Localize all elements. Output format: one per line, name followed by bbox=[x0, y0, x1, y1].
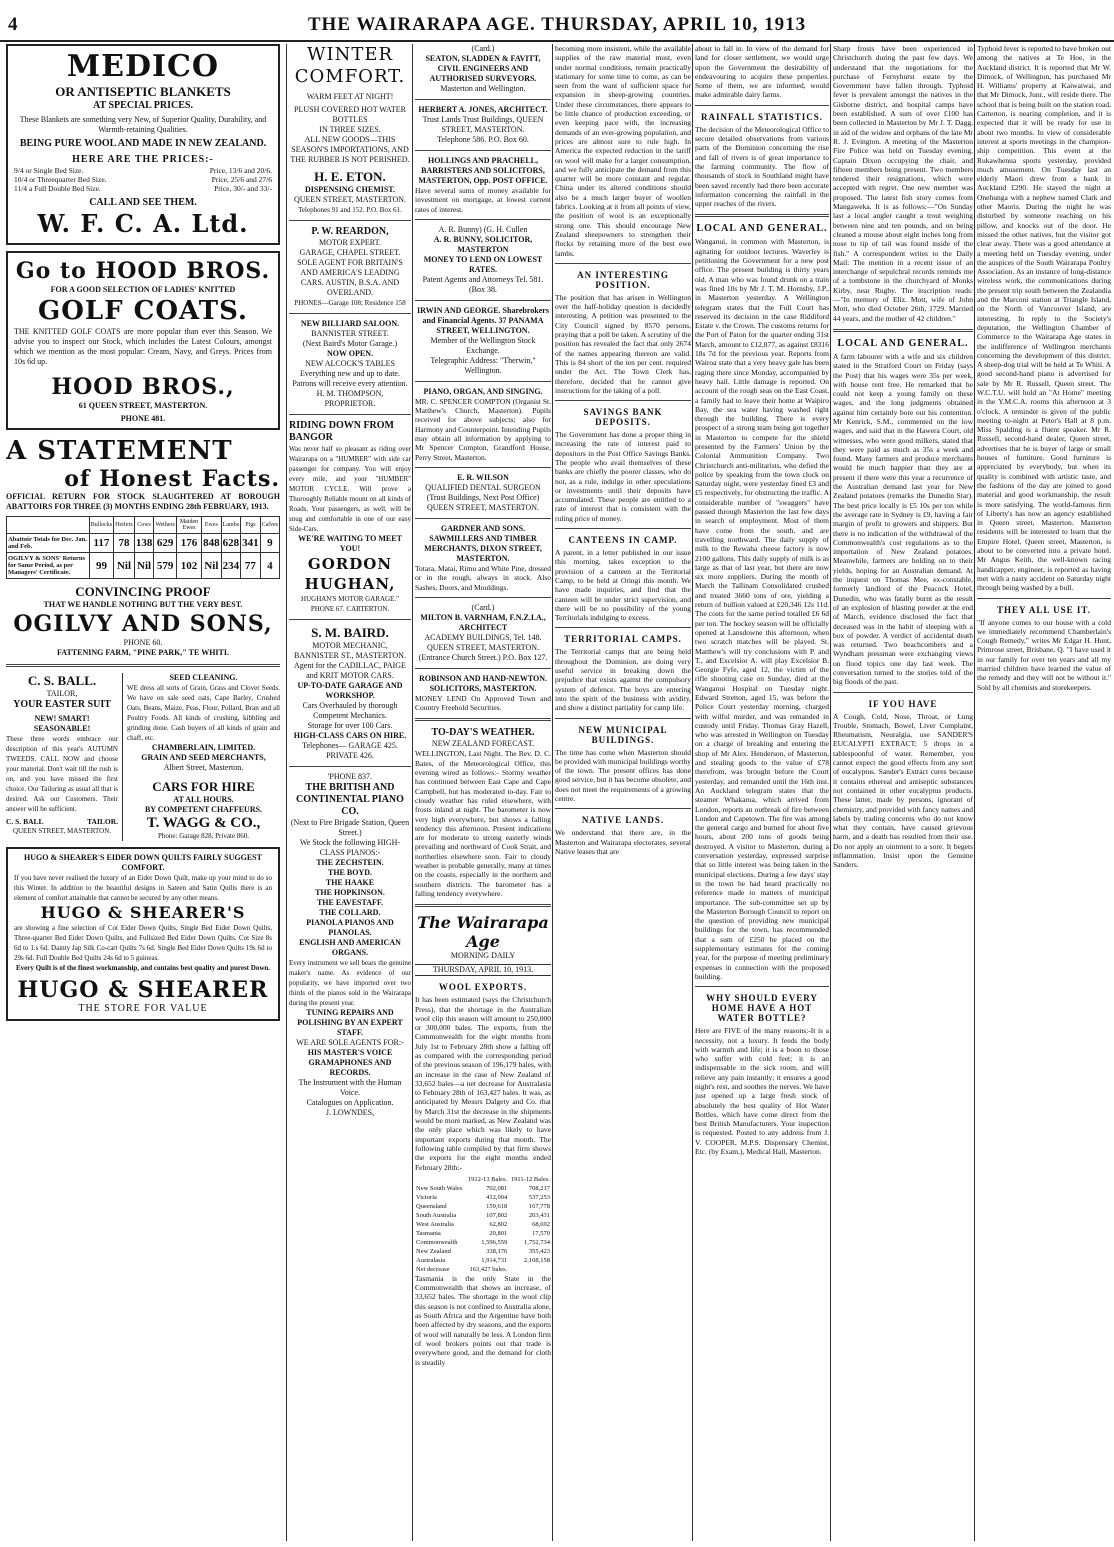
seed-text: WE dress all sorts of Grain, Grass and Clover Seeds. We have on sale seed oats, Cape Barley, Crushed Oats, Beans, Maize, Peas, Flour, Pollard, Bran and all Poultry Foods. All kinds of crushing, kibbling and grinding done. Cash buyers of all kinds of grain and chaff, etc. bbox=[127, 684, 280, 742]
statement-intro: OFFICIAL RETURN FOR STOCK SLAUGHTERED AT BOROUGH ABATTOIRS FOR THREE (3) MONTHS ENDING 28th FEBRUARY, 1913. bbox=[6, 492, 280, 511]
irwin-ad: IRWIN AND GEORGE. Sharebrokers and Financial Agents. 37 PANAMA STREET, WELLINGTON. bbox=[417, 305, 549, 335]
wagg-firm: T. WAGG & CO., bbox=[146, 815, 261, 831]
hood-firm: HOOD BROS., bbox=[51, 374, 235, 400]
medico-prices-head: HERE ARE THE PRICES:- bbox=[72, 154, 214, 165]
wagg-ad bbox=[122, 673, 280, 841]
piano-phone: 'PHONE 837. bbox=[327, 772, 373, 781]
piano-stock: We Stock the following HIGH-CLASS PIANOS:- bbox=[299, 838, 401, 857]
column-3 bbox=[412, 44, 551, 1541]
hugo-items: are showing a fine selection of Cot Eider Down Quilts, Single Bed Eider Down Quilts, Three-quarter Bed Eider Down Quilts, and Fullsized Bed Eider Down Quilts. Cot Size 8s 6d to 1.s 6d. Dainty Jap Silk Co-cart Quilts 7s 6d. Single Bed Eider Down Quilts 19s 6d to 29s 6d. Full Double Bed Quilts 24s 6d to 5 guineas. bbox=[14, 924, 272, 962]
piano-brand: THE COLLARD. bbox=[319, 908, 381, 917]
wool-continued: becoming more insistent, while the available supplies of the raw material must, even under normal conditions, remain practically stationary for some time to come, as can be seen from the want of sufficient space for expansion in sheep-growing countries. Under these circumstances, there appears to be little chance of production exceeding, or even keeping pace with, the increasing demands of an ever-growing population, and prices are almost sure to rule high. In America the expected reduction in the tariff on wool will make for a larger consumption, and we fully anticipate the demand from this quarter will be more constant and regular. China under its altered conditions should also be a much larger buyer of woollen fabrics. Looking at it from all points of view, the position of wool is an exceptionally strong one. This should encourage New Zealand sheepowners to strengthen their flocks by retaining more of the best ewe lambs. bbox=[555, 44, 691, 258]
paper-date: THURSDAY, APRIL 10, 1913. bbox=[415, 964, 551, 976]
grain-merchants: GRAIN AND SEED MERCHANTS, bbox=[141, 753, 266, 762]
column-2 bbox=[286, 44, 411, 1541]
local-head-2: LOCAL AND GENERAL. bbox=[837, 337, 969, 349]
masthead bbox=[0, 0, 1114, 42]
medico-title: MEDICO bbox=[66, 49, 220, 84]
medico-ad bbox=[6, 44, 280, 245]
hood-ad bbox=[6, 251, 280, 430]
ball-wagg-row bbox=[6, 673, 280, 841]
billiard-prop: H. M. THOMPSON, bbox=[316, 389, 384, 398]
column-5 bbox=[692, 44, 829, 1541]
native-head: NATIVE LANDS. bbox=[581, 815, 665, 826]
local-continued: Sharp frosts have been experienced in Christchurch during the past few days. We understand that the negotiations for the purchase of Fernyhurst estate by the Government have fallen through. Typhoid fever is prevalent amongst the natives in the Gisborne district, and hospital camps have been established. A sum of over £100 has been collected in Masterton by Mr J. T. Dagg, in aid of the widow and orphans of the late Mr R. J. Evington. A meeting of the Masterton Fire Police was held on Tuesday evening, Captain Dixon occupying the chair, and fifteen members being present. Two members tendered their resignations, which were accepted with regret. One new member was proposed. The latest fish story comes from Mangaweka. It is as follows:—"On Sunday last a local angler caught a trout weighing between nine and ten pounds, and on being cleaned a mouse about eight inches long from nose to tip of tail was found inside of the fish." A correspondent writes to the Daily Mail: The mention in a recent issue of an interchange of sepulchral records reminds me of a tombstone in the churchyard of Monks Kirby, near Rugby. The inscription reads:—"In memory of Eliz. Mott, wife of John Mott, who died October 26th, 1729. Married 44 years, and the mother of 42 children." bbox=[833, 44, 973, 323]
table-row: New Zealand 338,176 355,423 bbox=[416, 1247, 550, 1255]
local-head: LOCAL AND GENERAL. bbox=[696, 223, 828, 235]
hugo-text: If you have never realised the luxury of an Eider Down Quilt, make up your mind to do so this Winter. In addition to the beautiful designs in Sateen and Satin Quilts there is an element of comfort attainable that cannot be secured by any other means. bbox=[14, 874, 272, 902]
ball-foot: C. S. BALL TAILOR. bbox=[6, 817, 118, 826]
they-all-use-it-head: THEY ALL USE IT. bbox=[996, 604, 1092, 615]
piano-players: PIANOLA PIANOS AND PIANOLAS. bbox=[306, 918, 394, 937]
table-row: South Australia 107,802 203,431 bbox=[416, 1211, 550, 1219]
piano-terms: Every instrument we sell bears the genuine maker's name. As evidence of our popularity, we have imported over two thirds of the pianos sold in the Wairarapa during the present year. bbox=[289, 959, 411, 1007]
hood-sub: FOR A GOOD SELECTION OF LADIES' KNITTED bbox=[50, 285, 236, 294]
piano-cat: Catalogues on Application. bbox=[306, 1098, 394, 1107]
billiard-text: Everything new and up to date. Patrons will receive every attention. bbox=[292, 369, 408, 388]
native-text: We understand that there are, in the Masterton and Wairarapa electorates, several Native leases that are bbox=[555, 828, 691, 856]
piano-voice: The Instrument with the Human Voice. bbox=[298, 1078, 402, 1097]
table-row: Queensland 159,618 167,778 bbox=[416, 1202, 550, 1210]
weather-head: TO-DAY'S WEATHER. bbox=[431, 727, 535, 739]
wagg-phone: Phone: Garage 828, Private 860. bbox=[158, 832, 249, 840]
baird-sub: MOTOR MECHANIC, bbox=[312, 641, 388, 650]
ogilvy-firm: OGILVY AND SONS, bbox=[13, 611, 273, 637]
piano-co: THE BRITISH AND CONTINENTAL PIANO CO. bbox=[296, 782, 404, 817]
eton-sub: DISPENSING CHEMIST. bbox=[304, 185, 396, 194]
gordon-sub: HUGHAN'S MOTOR GARAGE." PHONE 67. CARTERTON. bbox=[301, 595, 399, 613]
bunny-patent: Patent Agents and Attorneys Tel. 581. (Box 38. bbox=[422, 274, 544, 294]
cars-head: CARS FOR HIRE bbox=[152, 779, 255, 794]
table-row: Victoria 412,004 537,253 bbox=[416, 1193, 550, 1201]
piano-brand: THE ZECHSTEIN. bbox=[316, 858, 384, 867]
column-4 bbox=[552, 44, 691, 1541]
reardon-sub: MOTOR EXPERT. bbox=[319, 238, 381, 247]
savings-head: SAVINGS BANK DEPOSITS. bbox=[583, 407, 663, 428]
forecast-text: WELLINGTON, Last Night. The Rev. D. C. Bates, of the Meteorological Office, this evening wired as follows:- Stormy weather has continued between East Cape and Cape Campbell, but has moderated to-day. Fair to cloudy weather has ruled elsewhere, with frosts inland at night. The barometer is now very high everywhere, but shows a falling tendency this afternoon. Present indications are for moderate to strong easterly winds prevailing and northward of Cook Strait, and northerlies elsewhere soon. Fair to cloudy weather is probable generally, many at times on the coasts, especially in the northern and southern districts. The barometer has a falling tendency everywhere. bbox=[415, 749, 551, 898]
gordon-name: GORDON HUGHAN, bbox=[304, 555, 396, 593]
cars-hours: AT ALL HOURS. bbox=[173, 795, 234, 804]
territorial-head: TERRITORIAL CAMPS. bbox=[564, 634, 682, 645]
municipal-text: The time has come when Masterton should be provided with municipal buildings worthy of the town. The present offices has done good service, but it has become obsolete, and does not meet the requirements of a growing centre. bbox=[555, 747, 691, 803]
bottle-sizes: IN THREE SIZES. bbox=[319, 125, 381, 134]
wool-table: 1912-13 Bales. 1911-12 Bales. New South Wales 702,081 708,217 Victoria 412,004 537,253 Queensland 159,618 167,778 South Australia 107,802 203,431 West Australia 62,802 68,692 Tasmania 20,801 17,570 Commonwealth 1,596,559 1,752,734 New Zealand 338,176 355,423 Australasia 1,914,731 2,108,158 Net decrease 163,427 bales. bbox=[416, 1175, 550, 1273]
proof-heading: CONVINCING PROOF bbox=[75, 584, 211, 599]
price-row: 9/4 or Single Bed Size. Price, 13/6 and 20/6. bbox=[14, 166, 272, 175]
ogilvy-farm: FATTENING FARM, "PINE PARK," TE WHITI. bbox=[56, 648, 229, 657]
seaton-ad: SEATON, SLADDEN & FAVITT, CIVIL ENGINEERS AND AUTHORISED SURVEYORS. bbox=[425, 54, 541, 83]
rainfall-head: RAINFALL STATISTICS. bbox=[700, 111, 824, 122]
irwin-text: Member of the Wellington Stock Exchange. bbox=[430, 335, 536, 355]
ball-address: QUEEN STREET, MASTERTON. bbox=[12, 827, 112, 835]
gardner-text: Totara, Matai, Rimu and White Pine, dressed or in the rough, always in stock. Also Sashes, Doors, and Mouldings. bbox=[415, 563, 551, 592]
if-you-have-head: IF YOU HAVE bbox=[868, 698, 938, 709]
new-goods: ALL NEW GOODS—THIS SEASON'S IMPORTATIONS, AND THE RUBBER IS NOT PERISHED. bbox=[290, 135, 410, 164]
medico-firm: W. F. C. A. Ltd. bbox=[37, 209, 249, 238]
baird-garage: UP-TO-DATE GARAGE AND WORKSHOP. bbox=[297, 681, 403, 700]
jones-text: Trust Lands Trust Buildings, QUEEN STREET, MASTERTON. bbox=[422, 115, 544, 134]
hollings-ad: HOLLINGS AND PRACHELL, BARRISTERS AND SOLICITORS, MASTERTON, Opp. POST OFFICE. bbox=[418, 156, 548, 185]
eton-name: H. E. ETON. bbox=[314, 169, 386, 184]
piano-mgr: J. LOWNDES, bbox=[325, 1108, 375, 1117]
reardon-text: GARAGE, CHAPEL STREET. SOLE AGENT FOR BRITAIN'S AND AMERICA'S LEADING CARS. AUSTIN, B.S.A. AND OVERLAND. bbox=[297, 248, 403, 297]
jones-ad: HERBERT A. JONES, ARCHITECT. bbox=[418, 105, 548, 114]
table-row: Net decrease 163,427 bales. bbox=[416, 1265, 508, 1273]
piano-brand: THE EAVESTAFF. bbox=[316, 898, 384, 907]
savings-text: The Government has done a proper thing in increasing the rate of interest paid to depositors in the Post Office Savings Banks. The people who avail themselves of these banks are chiefly the poorer classes, who do not, as a rule, indulge in other speculations or investments until their deposits have accumulated. These people are entitled to a rate of interest that is consistent with the ruling price of money. bbox=[555, 430, 691, 523]
billiard-open: NOW OPEN. bbox=[326, 349, 374, 358]
hugo-firm: HUGO & SHEARER bbox=[17, 977, 269, 1003]
ball-trade: TAILOR, bbox=[46, 689, 78, 698]
baird-text: Agent for the CADILLAC, PAIGE and KRIT MOTOR CARS. bbox=[294, 661, 406, 680]
piano-loc: (Next to Fire Brigade Station, Queen Street.) bbox=[290, 818, 410, 837]
piano-hmv: HIS MASTER'S VOICE GRAMAPHONES AND RECORDS. bbox=[307, 1048, 393, 1077]
sanders-text: A Cough, Cold, Nose, Throat, or Lung Trouble, Stomach, Bowel, Liver Complaint, Rheumatism, Neuralgia, use SANDER'S EUCALYPTI EXTRACT; 5 drops in a tablespoonful of water. Remember, you cannot expect the good effects from any sort of eucalyptus. Sander's Extract cures because it contains ethereal and antiseptic substances not contained in other eucalyptus products. These latter, made by persons, ignorant of chemistry, and provided with fancy names and labels by trading concerns who do not know what they contain, have caused grievous harm, and a death has resulted from their use. Do not apply an ointment to a sore. It begets inflammation. Insist upon the Genuine Sanders. bbox=[833, 711, 973, 870]
hugo-head: HUGO & SHEARER'S EIDER DOWN QUILTS FAIRLY SUGGEST COMFORT. bbox=[24, 853, 262, 872]
news-text: Typhoid fever is reported to have broken out among the natives at Te Hoe, in the Auckland district. It is reported that Mr W. Dimock, of Wellington, has purchased Mr H. Williams' property at Kaiwaiwai, and that Mr Dimock, Junr., will reside there. The school that is being built on the station road, Carterton, is nearing completion, and it is expected that it will be ready for use in about two months. In view of considerable interest at sports meetings in the champion-ship competition. This event at the Rukawhenua sports yesterday, provided much amusement. On Tuesday last an elderly Maori drew from a bank in Auckland £290. He stayed the night at Onehunga with a nephew named Clark and other Maoris. During the night he was disturbed by someone reaching on his pillow, and knocks out of the door. He missed the other natives, but the visitor got clear away. There was a good attendance at a meeting held on Tuesday evening, under the auspices of the South Wairarapa Poultry Association. As an instance of long-distance wireless work, the communications during the present trip south between the Zealandia and the Marconi station at Triangle Island, on the North of Vancouver Island, are interesting. In reply to the Society's deputation, the Wellington Chamber of Commerce to the Wairarapa Age states in the indifference of Wellington merchants concerning the development of this district. A sheep-dog trial will be held at Te Whiti. A good second-hand piano is advertised for sale by Mr R. Russell, Queen street. The W.C.T.U. will hold an "At Home" meeting in the Y.M.C.A. rooms this afternoon at 3 o'clock. A reminder is given of the public meeting to-night at Peter's Hall at 8 p.m. Miss Spalding is a fluent speaker. Mr R. Russell, second-hand dealer, Queen street, advertises that he is buyer of large or small houses of furniture. Good furniture is appreciated by everybody, but when its quality is combined with artistic taste, and the fashions of the day are joined to good material and good workmanship, the result is more satisfying. The world-famous firm of Liberty's has now an agency established in Queen street, Masterton. Masterton residents will be interested to learn that the Empire Hotel, Queen street, Masterton, is about to be converted into a private hotel. Mr Angus Keith, the well-known racing handicapper, engineer, is reported as having met with a nasty accident on Saturday night through being washed by a bull. bbox=[977, 44, 1111, 593]
local-text-2: A farm labourer with a wife and six children stated in the Stratford Court on Friday (says the Post) that his wages were 35s per week, with house rent free. He remarked that he could not keep a young family on these wages, and the long judgments obtained against him certainly bore out his contention. Mr Kenrick, S.M., commented on the low wages, and said that in the Hawera Court, old witnesses, who were good milkers, stated that they were paid as much as 35s a week and found. Many farmers and produce merchants would be much happier than they are at present if there were this year a recurrence of the Australian demand last year for New Zealand potatoes (remarks the Dunedin Star). The best price locally is £5 10s per ton while the average rate in Sydney is £9, having a fair margin of profit to growers and shippers. But there is no indication of the withdrawal of the Commonwealth's cost regulations as to the importation of New Zealand potatoes. Meanwhile, farmers are holding on to their yields, hoping for an Australian demand. At the inquest on Thomas Mee, ex-constable, formerly landlord of the Peacock Hotel, Dunedin, who was fatally burnt as the result of an explosion of blasting powder at the end of March, evidence disclosed the fact that deceased was in the habit of sleeping with a box of powder. A verdict of accidental death was returned. Two beachcombers and a Wyndham pressman were exchanging views on flood topics one day last week. The conversation turned to the stories told of the big floods of the past. bbox=[833, 351, 973, 687]
rainfall-text: The decision of the Meteorological Office to secure detailed observations from various parts of the Dominion concerning the rise and fall of rivers is of great importance to the farming community. The flow of thousands of stock in Southland might have been saved recently had there been accurate information concerning the rainfall in the upper reaches of the rivers. bbox=[695, 124, 829, 209]
piano-agents: WE ARE SOLE AGENTS FOR:- bbox=[296, 1038, 404, 1047]
varnham-ad: MILTON B. VARNHAM, F.N.Z.I.A., ARCHITECT bbox=[420, 612, 546, 632]
canteens-head: CANTEENS IN CAMP. bbox=[568, 535, 678, 546]
statement-ad bbox=[6, 436, 280, 658]
wool-text-2: Tasmania is the only State in the Commonwealth that shows an increase, of 33,652 bales. The shortage in the wool clip this season is not confined to Australia alone, as South Africa and the Argentine have both been affected by dry seasons, and the exports of wool will naturally be less. A London firm of wool brokers points out that trade is everywhere good, and the demand for cloth is steadily bbox=[415, 1273, 551, 1367]
billiard-sub: BANNISTER STREET. bbox=[311, 329, 389, 338]
ball-ad bbox=[6, 673, 118, 841]
baird-overhaul: Cars Overhauled by thorough Competent Mechanics. bbox=[302, 701, 398, 720]
cars-chauffeurs: BY COMPETENT CHAFFEURS. bbox=[144, 805, 263, 814]
medico-call: CALL AND SEE THEM. bbox=[89, 197, 197, 208]
wool-head: WOOL EXPORTS. bbox=[438, 982, 528, 993]
irwin-tel: Telegraphic Address: "Therwin," Wellington. bbox=[430, 355, 536, 375]
compton-text: MR. C. SPENCER COMPTON (Organist St. Matthew's Church, Masterton). Pupils received for above subjects; also for Harmony and Counterpoint. Intending Pupils may obtain all information by applying to Mr Spencer Compton, Grandford House, Perry Street, Masterton. bbox=[415, 396, 551, 462]
page-number: 4 bbox=[8, 14, 18, 35]
bunny-name: A. R. BUNNY, SOLICITOR, MASTERTON bbox=[433, 234, 533, 254]
jones-tel: Telephone 586. P.O. Box 60. bbox=[437, 135, 529, 144]
hugo-ad bbox=[6, 847, 280, 1021]
interesting-text: The position that has arisen in Wellington over the half-holiday question is decidedly interesting. A petition was presented to the City Council signed by 8570 persons, praying that a poll be taken. A scrutiny of the position has revealed the fact that only 2674 of the names appearing thereon are valid. This is 84 short of the ten per cent. required under the Act. The Town Clerk has, therefore, decided that he cannot give instructions for the taking of a poll. bbox=[555, 292, 691, 395]
bunny-ad: A. R. Bunny) (G. H. Cullen bbox=[438, 224, 528, 234]
bunny-money: MONEY TO LEND ON LOWEST RATES. bbox=[423, 254, 543, 274]
canteens-text: A parent, in a letter published in our issue this morning, takes exception to the provision of a canteen at the Territorial Camp, to be held at Oringi this month. We have made inquiries, and find that the canteen will be under strict supervision, and there will be no possibility of the young Territorials indulging to excess. bbox=[555, 548, 691, 623]
seed-head: SEED CLEANING. bbox=[169, 673, 238, 682]
piano-lessons: PIANO, ORGAN, AND SINGING. bbox=[423, 386, 543, 396]
price-row: 10/4 or Threequarter Bed Size. Price, 25/6 and 27/6 bbox=[14, 175, 272, 184]
slaughter-table: Bullocks Heifers Cows Wethers Maiden Ewes Ewes Lambs Pigs Calves Abattoir Totals for Dec. Jan. and Feb. 117 78 138 629 176 848 628 341 9 OGILVY & SONS' Returns for Same Period, as per Managers' Certificate. 99 Nil Nil 579 102 Nil 234 77 4 bbox=[6, 516, 280, 579]
baird-tel: Telephones— GARAGE 425. PRIVATE 426. bbox=[302, 741, 398, 760]
hugo-guarantee: Every Quilt is of the finest workmanship, and contains best quality and purest Down. bbox=[15, 964, 271, 972]
ogilvy-phone: PHONE 60. bbox=[123, 638, 163, 647]
winter-title: WINTER COMFORT. bbox=[294, 44, 406, 87]
reardon-phone: PHONES—Garage 108; Residence 158 bbox=[294, 299, 406, 307]
statement-title: A STATEMENT bbox=[6, 436, 233, 466]
wilson-name: E. R. WILSON bbox=[457, 472, 509, 482]
ball-name: C. S. BALL. bbox=[27, 673, 97, 688]
column-6 bbox=[830, 44, 973, 1541]
grain-address: Albert Street, Masterton. bbox=[163, 763, 244, 772]
billiard-name: NEW BILLIARD SALOON. bbox=[300, 319, 400, 328]
card-label: (Card.) bbox=[471, 44, 495, 53]
hugo-brand: HUGO & SHEARER'S bbox=[40, 903, 246, 922]
table-row: New South Wales 702,081 708,217 bbox=[416, 1184, 550, 1192]
piano-organs: ENGLISH AND AMERICAN ORGANS. bbox=[299, 938, 401, 957]
billiard-tables: NEW ALCOCK'S TABLES bbox=[305, 359, 395, 368]
billiard-prop-sub: PROPRIETOR. bbox=[324, 399, 376, 408]
forecast-head: NEW ZEALAND FORECAST. bbox=[431, 739, 535, 749]
local-text: Wanganui, in common with Masterton, is agitating for outdoor lectures. Waverley is petitioning the Government for a new post office. The present building is thirty years old. A man who was found drunk on a train was fined 10s by Mr J. T. M. Hornsby, J.P., in Masterton yesterday. A Wellington telegram states that the Full Court has reserved its decision in the case Riddiford Estate v. the Crown. The customs returns for the Port of Paton for the quarter ending 31st March, amount to £12,877, as against £8316 18s 7d for the previous year. Reports from Wairoa state that a very heavy gale has been raging there since Monday, accompanied by heavy hail. Little damage is reported. On account of the rough seas on the East Coast, a family had to leave their home at Waipiro Bay, the sea water having washed right through the building. There is every prospect of a strong team being got together in Masterton to compete for the shield presented by the Farmers' Union by the Colonial Ammunition Company. Two Christchurch anti-militarists, who defied the police by speaking from the town clock on Saturday night, were yesterday fined £3 and £5 respectively, for obstructing the traffic. A considerable number of "swaggers" have passed through Masterton the last few days in search of employment. Most of them have come from the south, and are travelling northward. The daily supply of milk to the Rewaha cheese factory is now 2100 gallons. This daily supply of milk is as large as that of last year, but there are now six more suppliers. During the month of March the Tallinam Consolidated crushed and treated 3660 tons of ore, yielding a return of bullion valued at £20,346 12s 11d. The costs for the same period totalled £6 6d per ton. The hockey season will be officially opened at Lansdowne this afternoon, when two scratch matches will be played. St. Matthew's will try conclusions with P. and T., and Excelsior A. will play Excelsior B. Georgie Fyfe, aged 12, the victim of the rifle shooting case on Sunday, died at the Wanganui Hospital on Tuesday night. Edward Stretton, aged 15, was before the Police Court yesterday morning, charged with wilful murder, and was remanded in custody until Friday. Thomas Gray Hazell, who was arrested in Wellington on Tuesday on a charge of breaking and entering the shop of Mr Alex. Henderson, of Masterton, and stealing goods to the value of £78 therefrom, was brought before the Court yesterday, and remanded until the 16th inst. An Auckland telegram states that the steamer Whakarua, which arrived from London, reports an outbreak of fire between London and Capetown. The fire was among the general cargo and burned for about five hours, about 200 tons of goods being destroyed. A visitor to Masterton, during a conversation yesterday, expressed surprise that so little interest was being taken in the municipal elections. During a few days' stay in the town he had heard practically no reference made to matters of municipal importance. The sub-committee set up by the Masterton Borough Council to report on the question of providing new municipal buildings for the town, has recommended that a sum of £250 be placed on the supplementary estimates for the coming year, for the purpose of meeting preliminary expenses in connection with the proposed building. bbox=[695, 237, 829, 981]
table-row: OGILVY & SONS' Returns for Same Period, as per Managers' Certificate. 99 Nil Nil 579 102 Nil 234 77 4 bbox=[7, 553, 280, 579]
ball-text: These three words embrace our description of this year's AUTUMN TWEEDS. CALL NOW and choose your material. Don't wait till the rush is on, and you have missed the first choice. Our Tailoring as usual all that is desired. Ask our Customers. Their answer will be sufficient. bbox=[6, 735, 118, 813]
wilson-dental: QUALIFIED DENTAL SURGEON (Trust Buildings, Next Post Office) QUEEN STREET, MASTERTON. bbox=[425, 482, 541, 512]
table-row: Commonwealth 1,596,559 1,752,734 bbox=[416, 1238, 550, 1246]
eton-tel: Telephones 91 and 152. P.O. Box 61. bbox=[298, 206, 402, 214]
chamberlain: CHAMBERLAIN, LIMITED. bbox=[151, 743, 256, 752]
table-row: West Australia 62,802 68,692 bbox=[416, 1220, 550, 1228]
piano-tuning: TUNING REPAIRS AND POLISHING BY AN EXPERT STAFF. bbox=[297, 1008, 403, 1037]
billiard-loc: (Next Baird's Motor Garage.) bbox=[302, 339, 398, 348]
bottle-text: Here are FIVE of the many reasons:-It is a necessity, not a luxury. It feeds the body with warmth and life; it is a boon to those who suffer with cold feet; it is an indispensable in the sick room, and will relieve any pain instantly; it ensures a good night's rest, and soothes the nerves. We have just opened up a large fresh stock of absolutely the best quality of Hot Water Bottles, which have come direct from the best British Manufacturers. Your inspection is requested. Posted to any address from J. V. COOPER, M.P.S. Dispensary Chemist, Etc. (by Exam.), Medical Hall, Masterton. bbox=[695, 1026, 829, 1157]
reardon-name: P. W. REARDON, bbox=[311, 226, 389, 237]
proof-line: THAT WE HANDLE NOTHING BUT THE VERY BEST. bbox=[43, 600, 243, 609]
paper-masthead: The Wairarapa Age bbox=[417, 913, 549, 952]
plush-bottles: PLUSH COVERED HOT WATER BOTTLES bbox=[294, 105, 406, 124]
ball-new: NEW! SMART! SEASONABLE! bbox=[33, 714, 91, 733]
chamberlain-text: "If anyone comes to our house with a cold we immediately recommend Chamberlain's Cough Remedy," writes Mr Edgar H. Hunt, Primrose street, Brisbane, Q. "I have used it in our family for over ten years and all my married children have learned the value of the remedy and they will not be without it." Sold by all chemists and storekeepers. bbox=[977, 617, 1111, 692]
hollings-text: Have several sums of money available for investment on mortgage, at lowest current rates of interest. bbox=[415, 186, 551, 214]
table-row: Tasmania 20,801 17,570 bbox=[416, 1229, 550, 1237]
hood-address: 61 QUEEN STREET, MASTERTON. bbox=[78, 401, 208, 410]
municipal-head: NEW MUNICIPAL BUILDINGS. bbox=[578, 724, 668, 745]
baird-address: BANNISTER ST., MASTERTON. bbox=[294, 651, 406, 660]
column-1 bbox=[6, 44, 280, 1541]
hood-desc: THE KNITTED GOLF COATS are more popular than ever this Season. We advise you to inspect our Stock, which includes the Latest Colours, amongst which we mention as the most popular: Cream, Navy, and Greys. Prices from 10s 6d up. bbox=[14, 327, 272, 366]
hood-product: GOLF COATS. bbox=[38, 296, 248, 326]
medico-tag: AT SPECIAL PRICES. bbox=[93, 100, 193, 111]
piano-brand: THE HOPKINSON. bbox=[315, 888, 385, 897]
statement-subtitle: of Honest Facts. bbox=[64, 466, 280, 492]
eton-address: QUEEN STREET, MASTERTON. bbox=[293, 195, 407, 204]
baird-name: S. M. BAIRD. bbox=[311, 625, 389, 640]
hugo-tag: THE STORE FOR VALUE bbox=[78, 1003, 208, 1014]
table-row: Abattoir Totals for Dec. Jan. and Feb. 117 78 138 629 176 848 628 341 9 bbox=[7, 534, 280, 553]
card-label-2: (Card.) bbox=[471, 602, 495, 612]
medico-subtitle: OR ANTISEPTIC BLANKETS bbox=[55, 84, 231, 99]
paper-masthead-sub: MORNING DAILY bbox=[450, 951, 516, 961]
ball-suit: YOUR EASTER SUIT bbox=[13, 699, 111, 710]
territorial-text: The Territorial camps that are being held throughout the Dominion, are doing very useful service in breaking down the prejudice that exists against the compulsory system of defence. The boys are entering into the spirit of the business with avidity, and show a distinct partiality for camp life. bbox=[555, 647, 691, 713]
baird-hire: HIGH-CLASS CARS ON HIRE. bbox=[293, 731, 407, 740]
varnham-text: ACADEMY BUILDINGS, Tel. 148. QUEEN STREET, MASTERTON. (Entrance Church Street.) P.O. Box 127. bbox=[418, 632, 548, 662]
robinson-ad: ROBINSON AND HAND-NEWTON. SOLICITORS, MASTERTON. bbox=[418, 673, 548, 693]
newspaper-title: THE WAIRARAPA AGE. THURSDAY, APRIL 10, 1913 bbox=[307, 14, 807, 35]
table-row: Australasia 1,914,731 2,108,158 bbox=[416, 1256, 550, 1264]
seaton-loc: Masterton and Wellington. bbox=[440, 84, 526, 93]
medico-desc: These Blankets are something very New, of Superior Quality, Durability, and Warmth-retaining Qualities. bbox=[19, 115, 267, 134]
baird-storage: Storage for over 100 Cars. bbox=[307, 721, 393, 730]
hood-title: Go to HOOD BROS. bbox=[15, 258, 271, 284]
bangor-text: Was never half so pleasant as riding over Wairarapa on a "HUMBER" with side car passenger for company. You will enjoy every mile, and your "HUMBER" MOTOR CYCLE. Will prove a Thoroughly Reliable mount on all kinds of Roads. Your passengers, as well, will be snug and comfortable in one of our easy Side-Cars. bbox=[289, 445, 411, 533]
gardner-ad: GARDNER AND SONS. SAWMILLERS AND TIMBER MERCHANTS, DIXON STREET, MASTERTON. bbox=[424, 523, 542, 563]
price-row: 11/4 a Full Double Bed Size. Price, 30/- and 33/- bbox=[14, 184, 272, 193]
wool-text: It has been estimated (says the Christchurch Press), that the shortage in the Australian wool clip this season will amount to 250,000 or 300,000 bales. The exports, from the Commonwealth for the eight months from July 1st to February 28th show a falling off as compared with the corresponding period of the previous season of 196,179 bales, with an increase in the case of New Zealand of 33,652 bales—a net decrease for Australasia to February 28th of 163,427 bales. It was, as anticipated by Messrs Dalgety and Co. that by March 31st the decrease in the shipments would be more marked, as New Zealand was the only place which was likely to have important exports during that month. The following table compiled by that firm shows the exports for the eight months ended February 28th:- bbox=[415, 995, 551, 1172]
bangor-ready: WE'RE WAITING TO MEET YOU! bbox=[298, 534, 402, 553]
bangor-title: RIDING DOWN FROM BANGOR bbox=[289, 420, 394, 443]
bottle-head: WHY SHOULD EVERY HOME HAVE A HOT WATER BOTTLE? bbox=[706, 993, 818, 1024]
native-continued: about to fall in. In view of the demand for land for closer settlement, we would urge upon the Government the desirability of endeavouring to acquire these properties. Some of them, we are informed, would make admirable dairy farms. bbox=[695, 44, 829, 100]
piano-brand: THE BOYD. bbox=[327, 868, 372, 877]
hood-phone: PHONE 481. bbox=[120, 414, 166, 423]
interesting-head: AN INTERESTING POSITION. bbox=[577, 269, 669, 290]
column-7 bbox=[974, 44, 1111, 1541]
robinson-text: MONEY LEND On Approved Town and Country Freehold Securities. bbox=[415, 693, 551, 713]
medico-pure: BEING PURE WOOL AND MADE IN NEW ZEALAND. bbox=[19, 138, 267, 149]
warm-feet: WARM FEET AT NIGHT! bbox=[306, 92, 394, 101]
piano-brand: THE HAAKE bbox=[325, 878, 375, 887]
